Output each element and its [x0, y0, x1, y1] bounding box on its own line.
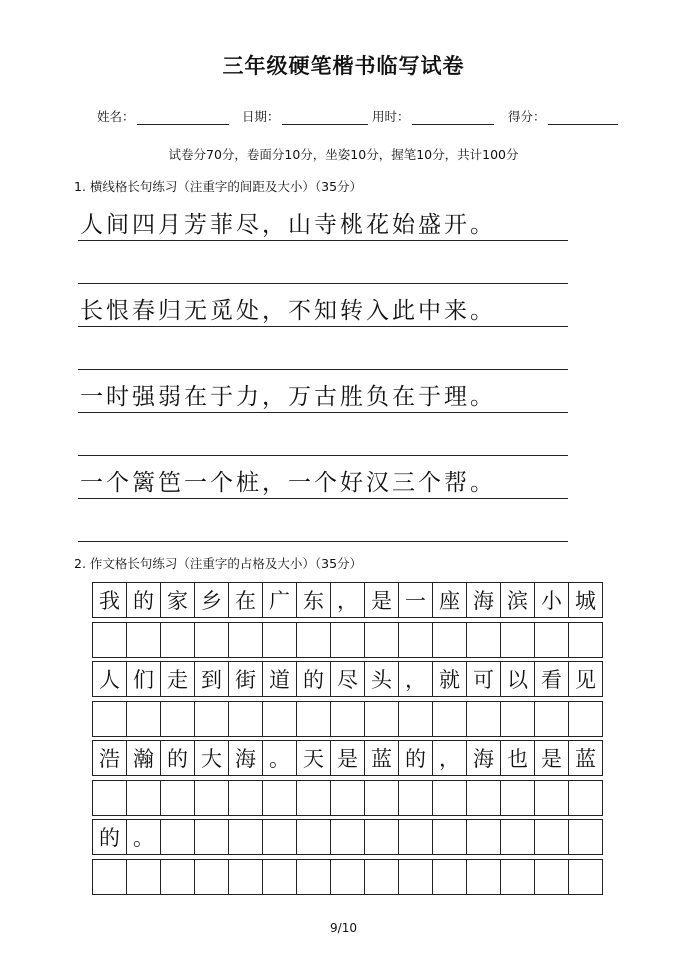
ruled-line[interactable] [78, 284, 568, 327]
grid-cell[interactable] [466, 701, 500, 737]
grid-cell[interactable] [194, 819, 228, 855]
name-blank[interactable] [137, 106, 229, 125]
grid-row [92, 582, 603, 618]
page-title: 三年级硬笔楷书临写试卷 [222, 54, 465, 78]
grid-cell[interactable] [92, 622, 126, 658]
date-label: 日期： [242, 109, 280, 124]
grid-cell[interactable]: 的 [160, 740, 194, 776]
grid-cell[interactable] [534, 780, 568, 816]
score-field-group [508, 106, 618, 125]
grid-cell[interactable]: 的 [296, 661, 330, 697]
grid-cell[interactable]: 走 [160, 661, 194, 697]
grid-cell[interactable]: 。 [262, 740, 296, 776]
grid-cell[interactable] [126, 859, 160, 895]
time-blank[interactable] [412, 106, 494, 125]
grid-cell[interactable] [296, 859, 330, 895]
ruled-line[interactable] [78, 413, 568, 456]
grid-cell[interactable] [398, 622, 432, 658]
grid-cell[interactable] [228, 859, 262, 895]
grid-cell[interactable]: 小 [534, 582, 568, 618]
grid-cell[interactable] [500, 859, 534, 895]
name-field-group [97, 106, 229, 125]
grid-cell[interactable] [194, 622, 228, 658]
grid-cell[interactable]: 家 [160, 582, 194, 618]
grid-cell[interactable] [194, 780, 228, 816]
grid-cell[interactable] [228, 819, 262, 855]
grid-cell[interactable] [262, 780, 296, 816]
grid-cell[interactable]: ， [432, 740, 466, 776]
grid-row [92, 859, 603, 895]
grid-cell[interactable] [126, 622, 160, 658]
grid-cell[interactable] [500, 701, 534, 737]
grid-cell[interactable] [330, 859, 364, 895]
grid-cell[interactable]: ， [398, 661, 432, 697]
grid-cell[interactable] [534, 701, 568, 737]
grid-cell[interactable]: 一 [398, 582, 432, 618]
grid-cell[interactable] [296, 701, 330, 737]
practice-sentence: 一时强弱在于力，万古胜负在于理。 [80, 384, 496, 410]
grid-cell[interactable] [398, 819, 432, 855]
grid-cell[interactable]: 尽 [330, 661, 364, 697]
grid-cell[interactable] [160, 622, 194, 658]
grid-cell[interactable]: 城 [568, 582, 603, 618]
grid-cell[interactable]: 街 [228, 661, 262, 697]
grid-cell[interactable] [364, 819, 398, 855]
grid-cell[interactable]: 海 [466, 582, 500, 618]
grid-cell[interactable]: 蓝 [364, 740, 398, 776]
grid-cell[interactable]: 头 [364, 661, 398, 697]
grid-cell[interactable]: 也 [500, 740, 534, 776]
grid-cell[interactable] [228, 622, 262, 658]
section2-heading: 2. 作文格长句练习（注重字的占格及大小）（35分） [74, 556, 363, 571]
grid-cell[interactable] [330, 780, 364, 816]
grid-cell[interactable] [126, 701, 160, 737]
score-breakdown: 试卷分70分，卷面分10分，坐姿10分，握笔10分，共计100分 [168, 147, 519, 162]
grid-cell[interactable] [364, 701, 398, 737]
grid-cell[interactable]: 天 [296, 740, 330, 776]
grid-cell[interactable] [262, 701, 296, 737]
grid-cell[interactable] [364, 780, 398, 816]
grid-cell[interactable] [568, 780, 603, 816]
grid-cell[interactable]: 就 [432, 661, 466, 697]
grid-cell[interactable]: 我 [92, 582, 126, 618]
ruled-line[interactable] [78, 370, 568, 413]
grid-cell[interactable]: 蓝 [568, 740, 603, 776]
grid-cell[interactable] [432, 819, 466, 855]
ruled-line[interactable] [78, 198, 568, 241]
grid-cell[interactable] [432, 701, 466, 737]
grid-cell[interactable]: 是 [330, 740, 364, 776]
student-info-row [0, 106, 687, 132]
grid-cell[interactable]: 的 [92, 819, 126, 855]
score-label: 得分： [508, 109, 546, 124]
grid-cell[interactable] [534, 819, 568, 855]
grid-cell[interactable] [398, 780, 432, 816]
practice-sentence: 人间四月芳菲尽，山寺桃花始盛开。 [80, 212, 496, 238]
grid-cell[interactable] [296, 780, 330, 816]
ruled-line[interactable] [78, 241, 568, 284]
grid-cell[interactable] [466, 859, 500, 895]
grid-cell[interactable] [432, 622, 466, 658]
page-number: 9/10 [330, 921, 357, 935]
grid-cell[interactable] [296, 819, 330, 855]
grid-cell[interactable] [126, 780, 160, 816]
writing-grid [92, 582, 603, 898]
grid-cell[interactable] [262, 859, 296, 895]
grid-cell[interactable] [92, 859, 126, 895]
grid-cell[interactable] [194, 701, 228, 737]
grid-cell[interactable]: 道 [262, 661, 296, 697]
date-field-group [242, 106, 368, 125]
date-blank[interactable] [282, 106, 368, 125]
grid-cell[interactable]: 们 [126, 661, 160, 697]
grid-cell[interactable]: 见 [568, 661, 603, 697]
grid-cell[interactable] [398, 701, 432, 737]
grid-cell[interactable]: 的 [398, 740, 432, 776]
grid-cell[interactable]: 是 [364, 582, 398, 618]
grid-cell[interactable]: ， [330, 582, 364, 618]
grid-cell[interactable] [330, 622, 364, 658]
grid-cell[interactable] [568, 622, 603, 658]
ruled-line[interactable] [78, 499, 568, 542]
grid-cell[interactable] [228, 780, 262, 816]
grid-cell[interactable] [466, 819, 500, 855]
ruled-lines-area [78, 198, 568, 542]
grid-cell[interactable]: 。 [126, 819, 160, 855]
grid-row [92, 661, 603, 697]
grid-cell[interactable] [262, 622, 296, 658]
grid-cell[interactable] [330, 819, 364, 855]
ruled-line[interactable] [78, 456, 568, 499]
grid-cell[interactable] [568, 701, 603, 737]
grid-cell[interactable] [364, 622, 398, 658]
grid-cell[interactable]: 海 [466, 740, 500, 776]
grid-row [92, 740, 603, 776]
grid-cell[interactable]: 海 [228, 740, 262, 776]
grid-row [92, 780, 603, 816]
grid-cell[interactable] [398, 859, 432, 895]
grid-cell[interactable]: 座 [432, 582, 466, 618]
grid-cell[interactable] [500, 819, 534, 855]
score-blank[interactable] [548, 106, 618, 125]
grid-row [92, 701, 603, 737]
grid-cell[interactable] [534, 859, 568, 895]
grid-cell[interactable] [228, 701, 262, 737]
grid-cell[interactable] [500, 780, 534, 816]
grid-cell[interactable] [194, 859, 228, 895]
grid-cell[interactable] [432, 780, 466, 816]
grid-cell[interactable]: 是 [534, 740, 568, 776]
grid-cell[interactable] [534, 622, 568, 658]
grid-cell[interactable]: 可 [466, 661, 500, 697]
grid-cell[interactable] [568, 859, 603, 895]
grid-cell[interactable] [432, 859, 466, 895]
section1-heading: 1. 横线格长句练习（注重字的间距及大小）（35分） [74, 179, 363, 194]
practice-sentence: 长恨春归无觅处，不知转入此中来。 [80, 298, 496, 324]
grid-cell[interactable]: 广 [262, 582, 296, 618]
grid-cell[interactable]: 的 [126, 582, 160, 618]
grid-cell[interactable] [92, 780, 126, 816]
grid-cell[interactable]: 东 [296, 582, 330, 618]
grid-cell[interactable]: 浩 [92, 740, 126, 776]
grid-cell[interactable] [330, 701, 364, 737]
grid-cell[interactable] [262, 819, 296, 855]
grid-cell[interactable] [160, 701, 194, 737]
grid-cell[interactable] [568, 819, 603, 855]
practice-sentence: 一个篱笆一个桩，一个好汉三个帮。 [80, 470, 496, 496]
grid-cell[interactable] [296, 622, 330, 658]
grid-cell[interactable]: 人 [92, 661, 126, 697]
grid-cell[interactable] [160, 819, 194, 855]
grid-cell[interactable]: 乡 [194, 582, 228, 618]
grid-cell[interactable]: 瀚 [126, 740, 160, 776]
grid-row [92, 622, 603, 658]
name-label: 姓名： [97, 109, 135, 124]
time-label: 用时： [372, 109, 410, 124]
grid-cell[interactable] [364, 859, 398, 895]
grid-cell[interactable] [500, 622, 534, 658]
grid-cell[interactable] [160, 780, 194, 816]
time-field-group [372, 106, 494, 125]
grid-cell[interactable]: 大 [194, 740, 228, 776]
grid-cell[interactable]: 滨 [500, 582, 534, 618]
grid-row [92, 819, 603, 855]
grid-cell[interactable] [466, 622, 500, 658]
grid-cell[interactable]: 以 [500, 661, 534, 697]
grid-cell[interactable]: 在 [228, 582, 262, 618]
grid-cell[interactable] [160, 859, 194, 895]
grid-cell[interactable] [466, 780, 500, 816]
grid-cell[interactable]: 到 [194, 661, 228, 697]
ruled-line[interactable] [78, 327, 568, 370]
grid-cell[interactable] [92, 701, 126, 737]
grid-cell[interactable]: 看 [534, 661, 568, 697]
